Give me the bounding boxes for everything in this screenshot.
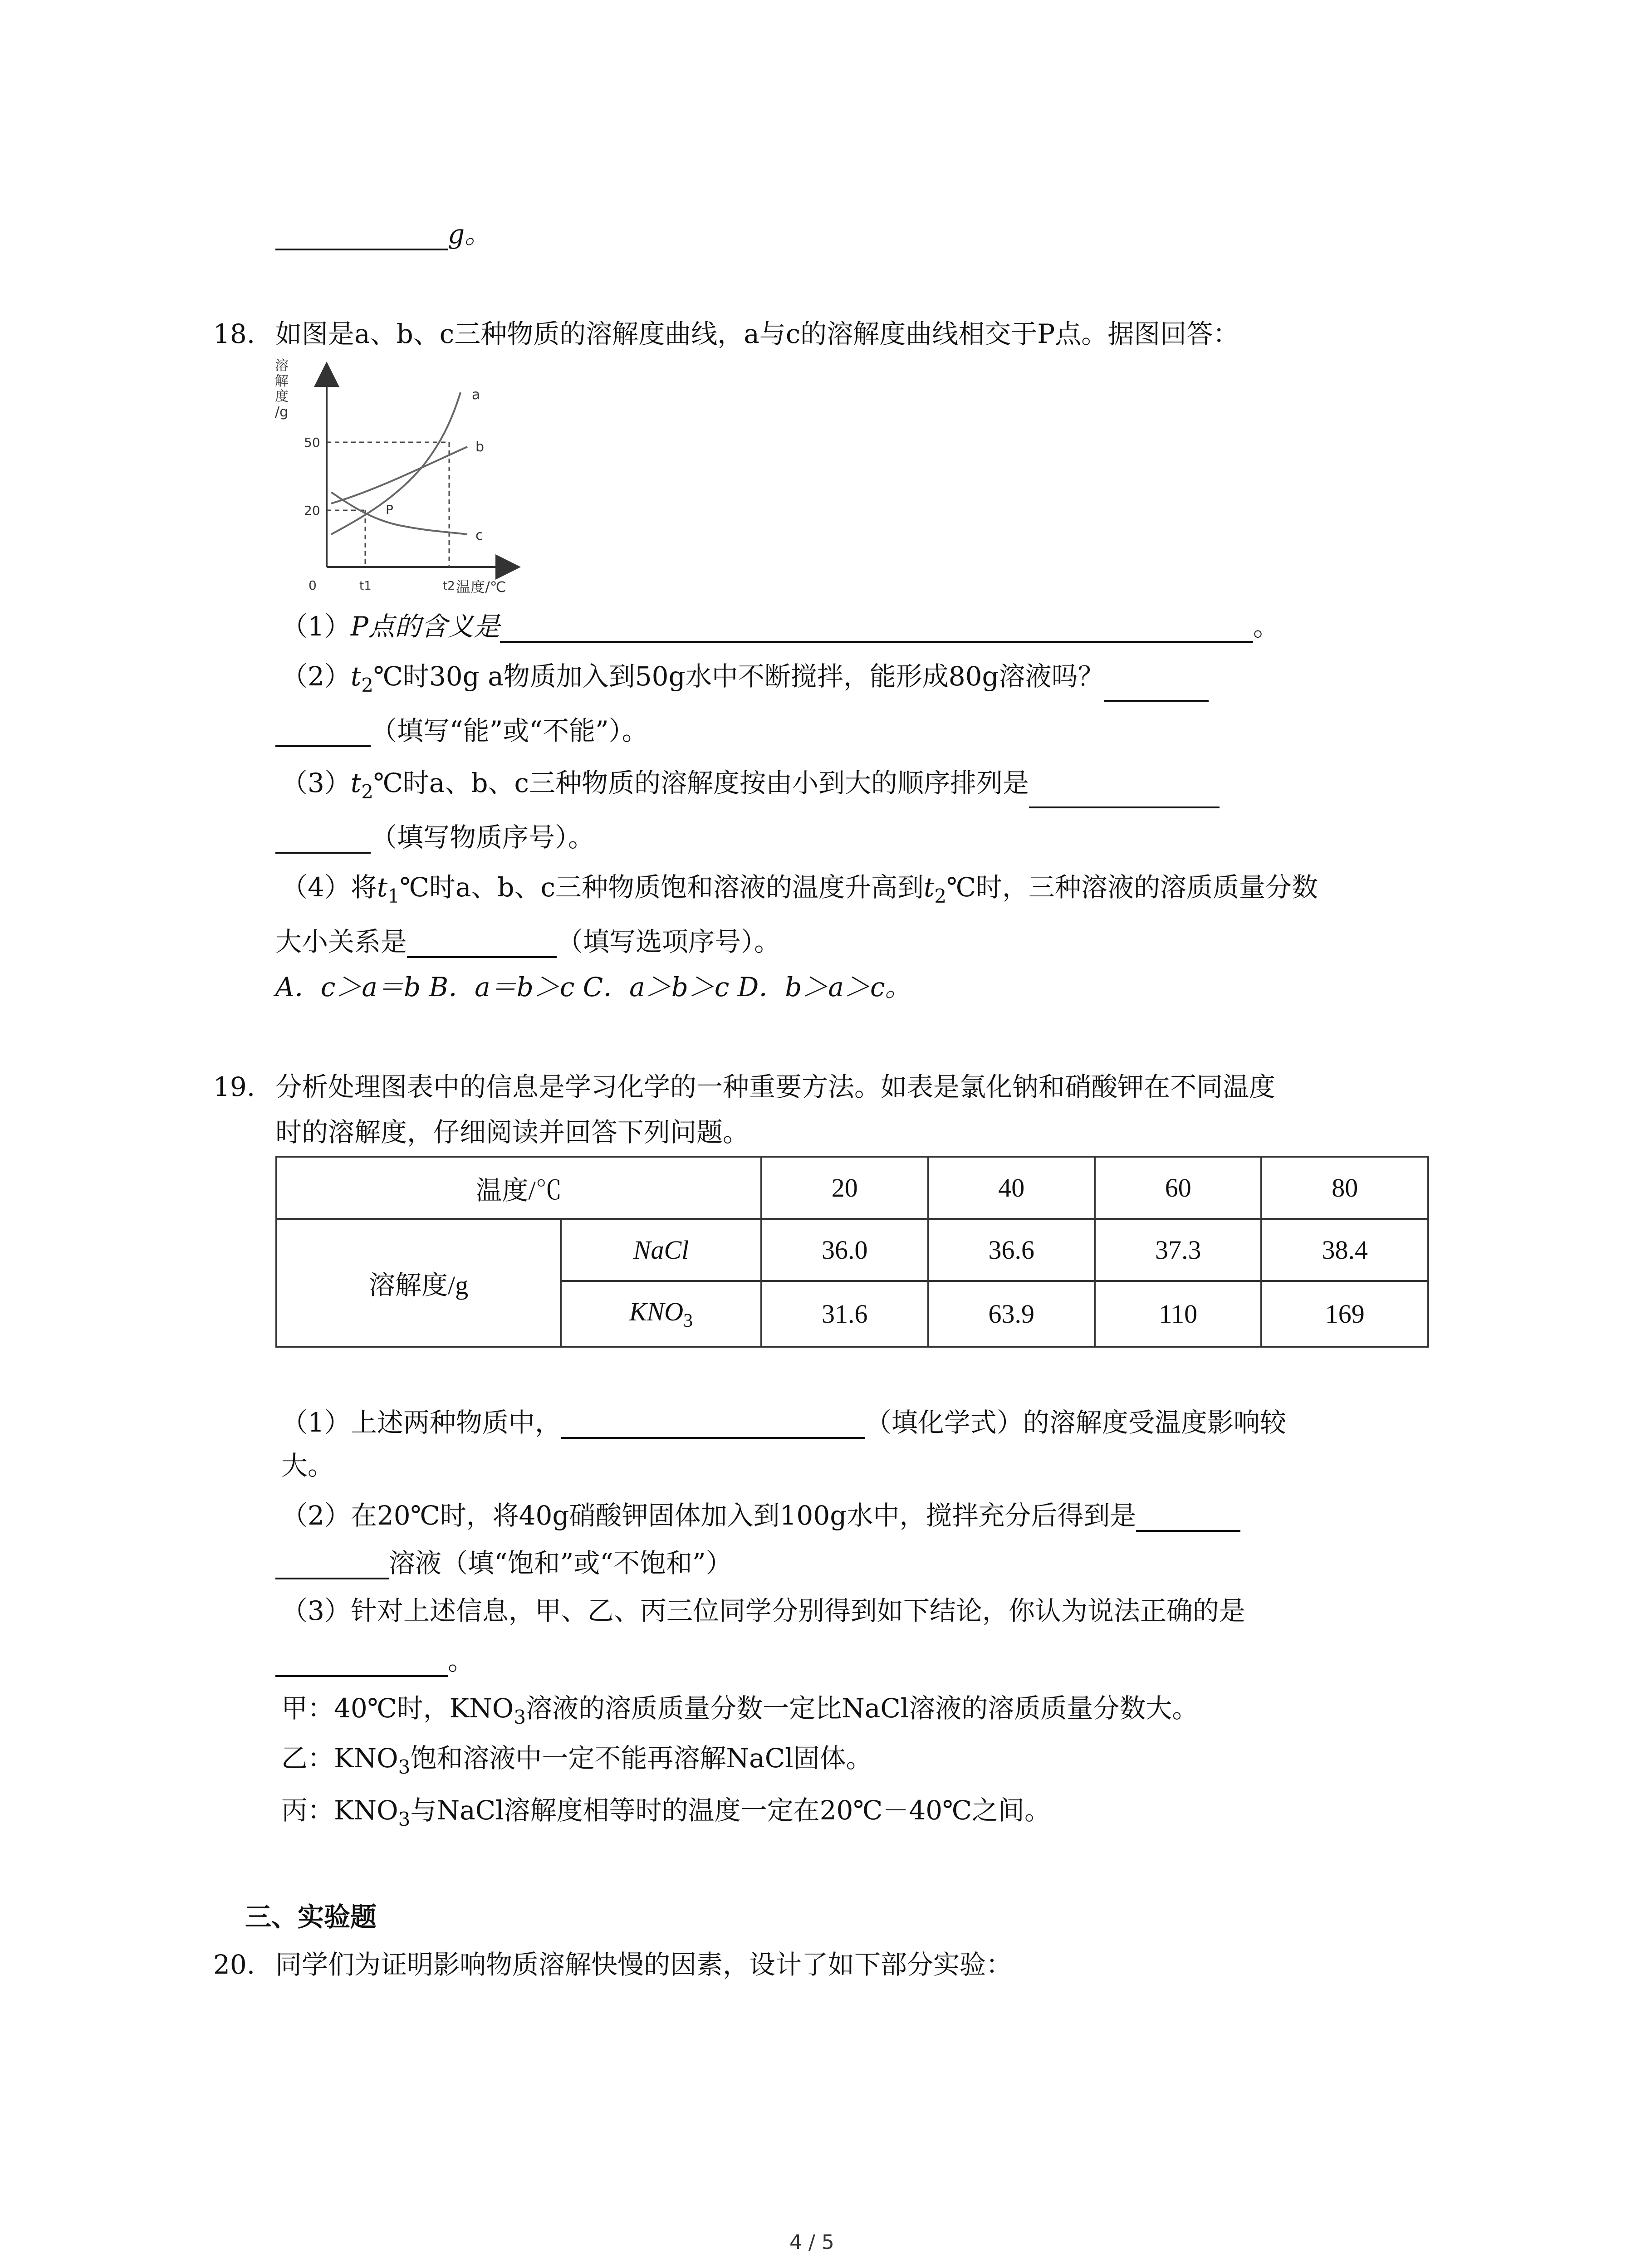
table-cell: 31.6: [761, 1281, 928, 1347]
q19-sub1-b: （填化学式）的溶解度受温度影响较: [865, 1407, 1286, 1438]
q18-sub4-sub1: 1: [387, 885, 400, 907]
q18-sub2-text: ℃时30g a物质加入到50g水中不断搅拌，能形成80g溶液吗？: [373, 661, 1104, 692]
q18-sub4-t2: t: [924, 872, 935, 903]
bing-sub: 3: [398, 1808, 411, 1830]
table-row-nacl-name: NaCl: [561, 1219, 761, 1281]
table-temp-60: 60: [1095, 1157, 1261, 1219]
table-temp-40: 40: [928, 1157, 1095, 1219]
table-cell: 63.9: [928, 1281, 1095, 1347]
blank-answer-line: [275, 218, 491, 250]
q18-options: A．c＞a＝b B．a＝b＞c C．a＞b＞c D．b＞a＞c。: [275, 972, 911, 1002]
q18-sub4: [281, 871, 1318, 913]
q18-sub3-fill: （填写物质序号）。: [371, 822, 595, 853]
x-tick-t2: t2: [443, 579, 455, 593]
q19-statement-yi: [281, 1742, 872, 1784]
q19-sub1-line2: 大。: [281, 1450, 334, 1481]
q19-sub3-end: 。: [448, 1645, 475, 1676]
q18-sub4-line2-b: （填写选项序号）。: [557, 926, 781, 957]
x-axis-label: 温度/℃: [456, 578, 506, 596]
yi-a: 乙：KNO: [281, 1743, 398, 1774]
table-cell: 169: [1261, 1281, 1428, 1347]
q18-sub1-end: 。: [1253, 611, 1279, 642]
q18-sub4-sub2: 2: [934, 885, 947, 907]
table-header-temperature: 温度/℃: [276, 1157, 761, 1219]
q18-sub2: [281, 660, 1209, 702]
table-cell: 36.6: [928, 1219, 1095, 1281]
curve-c-label: c: [475, 528, 483, 543]
kno3-formula: KNO: [629, 1296, 684, 1326]
q18-sub3-line2: [275, 821, 594, 854]
jia-a: 甲：40℃时，KNO: [281, 1693, 514, 1724]
table-cell: 110: [1095, 1281, 1261, 1347]
curve-a-label: a: [472, 387, 480, 403]
q18-sub4-text2: ℃时，三种溶液的溶质质量分数: [946, 872, 1318, 903]
table-cell: 38.4: [1261, 1219, 1428, 1281]
q18-sub2-sub: 2: [361, 674, 373, 696]
q19-sub3-line2: [275, 1644, 474, 1677]
curve-a: [331, 392, 460, 534]
kno3-subscript: 3: [683, 1310, 693, 1331]
y-axis-label-4: /g: [275, 404, 289, 420]
yi-sub: 3: [398, 1756, 411, 1778]
q18-sub3: [281, 767, 1220, 808]
question-19-number: 19.: [213, 1071, 255, 1102]
table-temp-80: 80: [1261, 1157, 1428, 1219]
question-18-number: 18.: [213, 318, 255, 349]
q18-sub3-sub: 2: [361, 781, 373, 803]
curve-b: [331, 447, 467, 503]
table-temp-20: 20: [761, 1157, 928, 1219]
y-axis-label-1: 溶: [275, 358, 289, 374]
question-20-stem: 同学们为证明影响物质溶解快慢的因素，设计了如下部分实验：: [275, 1949, 1013, 1980]
bing-b: 与NaCl溶解度相等时的温度一定在20℃－40℃之间。: [410, 1795, 1051, 1826]
point-p-label: P: [386, 502, 393, 517]
origin-label: 0: [309, 578, 317, 593]
curve-c: [331, 492, 467, 534]
q18-sub1: [281, 610, 1279, 643]
solubility-curve-graph: [272, 354, 526, 608]
q18-sub2-t: t: [350, 661, 362, 692]
solubility-table: [275, 1156, 1429, 1348]
q19-sub2-a: （2）在20℃时，将40g硝酸钾固体加入到100g水中，搅拌充分后得到是: [281, 1500, 1136, 1531]
table-row-kno3-name: [561, 1281, 761, 1347]
yi-b: 饱和溶液中一定不能再溶解NaCl固体。: [410, 1743, 872, 1774]
question-19-stem-2: 时的溶解度，仔细阅读并回答下列问题。: [275, 1117, 749, 1148]
unit-text: g。: [448, 219, 491, 249]
q18-sub3-t: t: [350, 767, 362, 798]
y-axis-label-2: 解: [275, 373, 289, 389]
y-tick-50: 50: [304, 435, 320, 450]
q19-statement-jia: [281, 1692, 1198, 1734]
question-20-number: 20.: [213, 1949, 255, 1980]
q19-statement-bing: [281, 1794, 1051, 1836]
question-19-stem-1: 分析处理图表中的信息是学习化学的一种重要方法。如表是氯化钠和硝酸钾在不同温度: [275, 1071, 1276, 1102]
q19-sub1-a: （1）上述两种物质中，: [281, 1407, 561, 1438]
q18-sub2-fill: （填写“能”或“不能”）。: [371, 715, 648, 746]
q18-sub1-number: （1）: [281, 611, 351, 642]
q18-sub4-line2-a: 大小关系是: [275, 926, 407, 957]
q18-sub3-text: ℃时a、b、c三种物质的溶解度按由小到大的顺序排列是: [373, 767, 1029, 798]
table-row-header-solubility: 溶解度/g: [276, 1219, 561, 1347]
q18-sub4-number: （4）将: [281, 872, 377, 903]
q19-sub3: （3）针对上述信息，甲、乙、丙三位同学分别得到如下结论，你认为说法正确的是: [281, 1595, 1245, 1626]
q18-sub1-text: P点的含义是: [350, 611, 500, 642]
table-cell: 37.3: [1095, 1219, 1261, 1281]
y-axis-label-3: 度: [275, 389, 289, 405]
jia-sub: 3: [514, 1706, 526, 1728]
q18-sub3-number: （3）: [281, 767, 351, 798]
section-3-title: 三、实验题: [245, 1901, 377, 1932]
page-number: 4 / 5: [789, 2231, 834, 2254]
q18-sub2-line2: [275, 714, 648, 747]
bing-a: 丙：KNO: [281, 1795, 398, 1826]
q18-sub4-t1: t: [377, 872, 388, 903]
q19-sub2-line2-text: 溶液（填“饱和”或“不饱和”）: [389, 1548, 732, 1579]
question-18-stem: 如图是a、b、c三种物质的溶解度曲线，a与c的溶解度曲线相交于P点。据图回答：: [275, 318, 1239, 349]
q19-sub2: [281, 1499, 1240, 1532]
q18-sub4-line2: [275, 925, 780, 958]
x-tick-t1: t1: [359, 579, 372, 593]
q18-sub2-number: （2）: [281, 661, 351, 692]
jia-b: 溶液的溶质质量分数一定比NaCl溶液的溶质质量分数大。: [526, 1693, 1199, 1724]
q19-sub2-line2: [275, 1547, 732, 1579]
q18-sub4-text1: ℃时a、b、c三种物质饱和溶液的温度升高到: [399, 872, 924, 903]
q19-sub1: [281, 1406, 1286, 1439]
curve-b-label: b: [475, 439, 485, 455]
y-tick-20: 20: [304, 503, 320, 518]
table-cell: 36.0: [761, 1219, 928, 1281]
